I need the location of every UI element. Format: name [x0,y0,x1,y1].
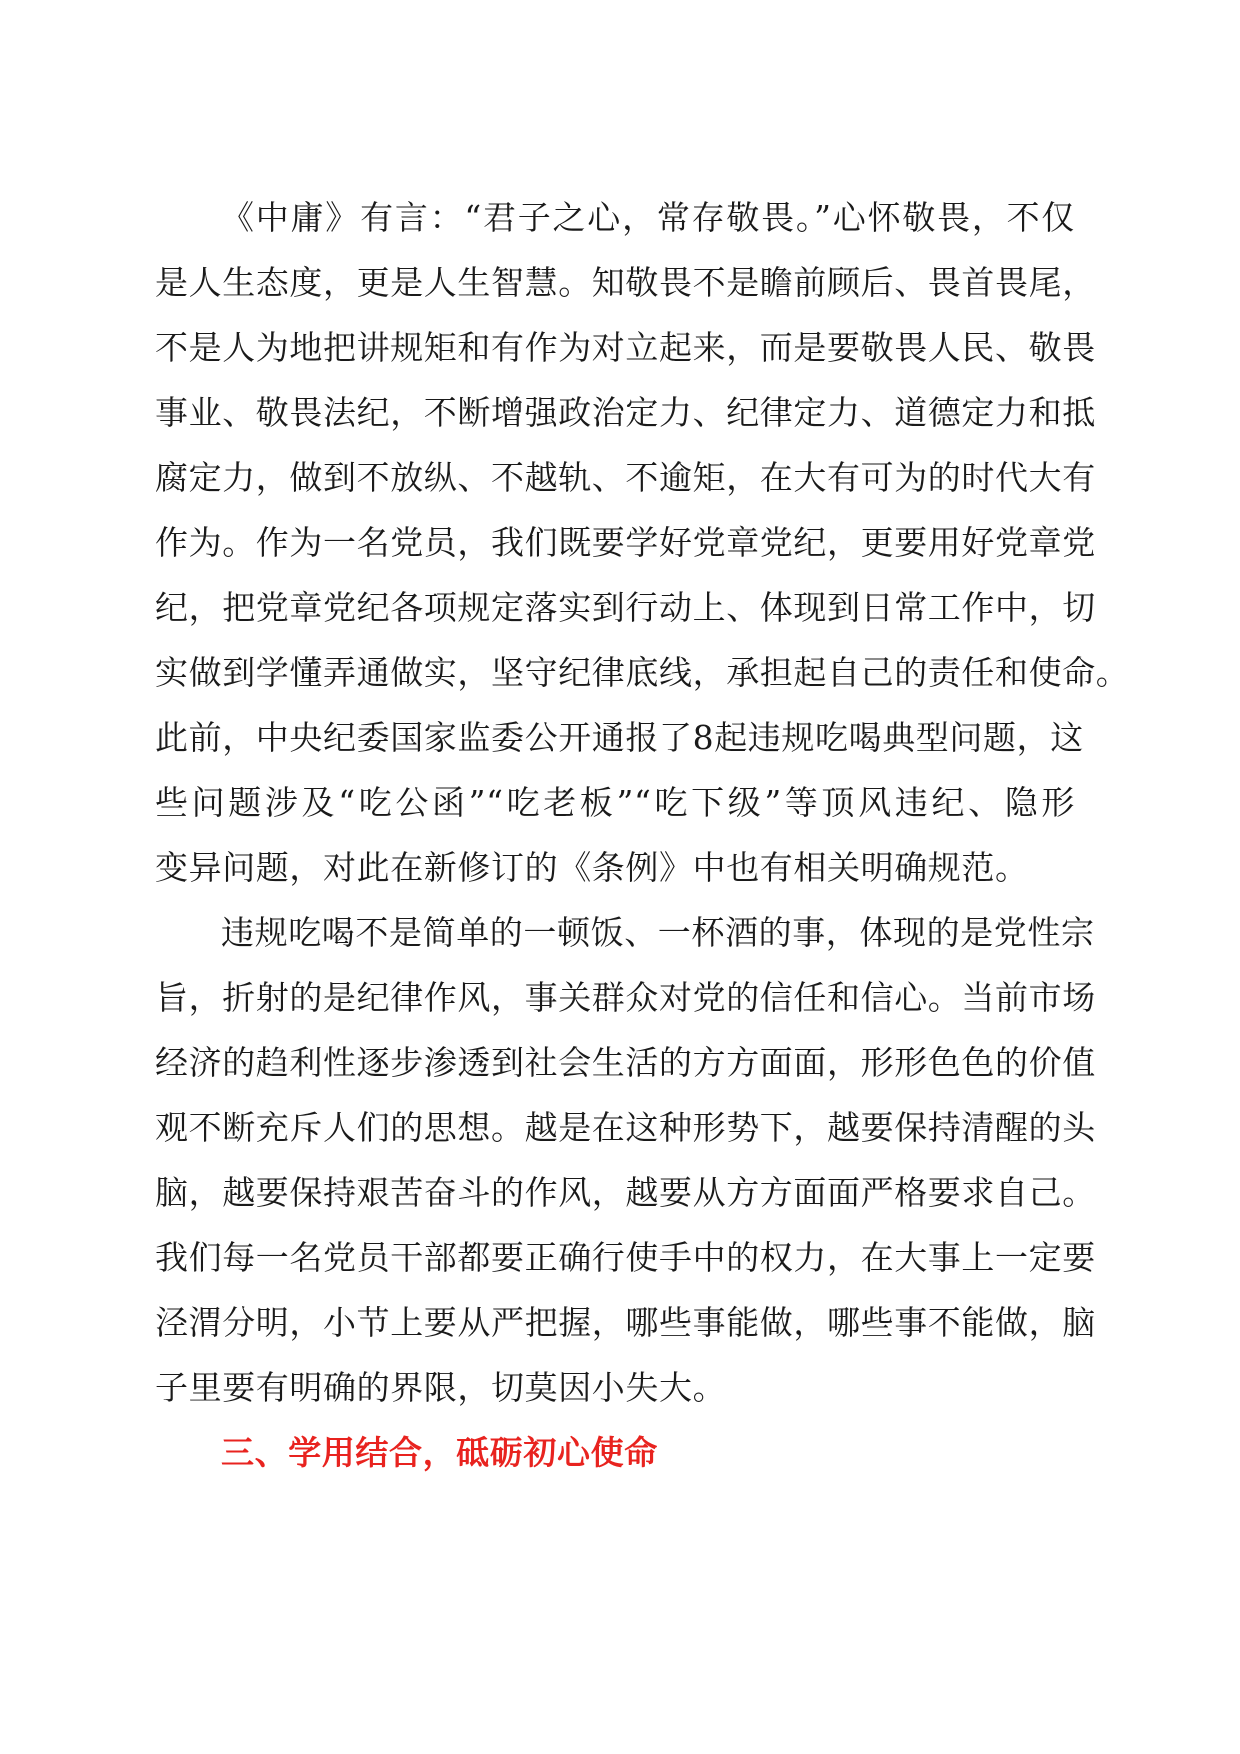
text-line: 此前，中央纪委国家监委公开通报了8起违规吃喝典型问题，这 [155,718,1084,757]
text-line: 是人生态度，更是人生智慧。知敬畏不是瞻前顾后、畏首畏尾， [155,263,1096,302]
paragraph-1 [155,185,1130,900]
text-line: 违规吃喝不是简单的一顿饭、一杯酒的事，体现的是党性宗 [221,913,1095,952]
text-line: 腐定力，做到不放纵、不越轨、不逾矩，在大有可为的时代大有 [155,458,1096,497]
text-line: 不是人为地把讲规矩和有作为对立起来，而是要敬畏人民、敬畏 [155,328,1096,367]
text-line: 些问题涉及“吃公函”“吃老板”“吃下级”等顶风违纪、隐形 [155,783,1075,822]
text-line: 纪，把党章党纪各项规定落实到行动上、体现到日常工作中，切 [155,588,1096,627]
text-line: 脑，越要保持艰苦奋斗的作风，越要从方方面面严格要求自己。 [155,1173,1096,1212]
text-line: 实做到学懂弄通做实，坚守纪律底线，承担起自己的责任和使命。 [155,653,1130,692]
text-line: 旨，折射的是纪律作风，事关群众对党的信任和信心。当前市场 [155,978,1096,1017]
text-line: 作为。作为一名党员，我们既要学好党章党纪，更要用好党章党 [155,523,1096,562]
text-line: 事业、敬畏法纪，不断增强政治定力、纪律定力、道德定力和抵 [155,393,1096,432]
text-line: 观不断充斥人们的思想。越是在这种形势下，越要保持清醒的头 [155,1108,1096,1147]
text-line: 泾渭分明，小节上要从严把握，哪些事能做，哪些事不能做，脑 [155,1303,1096,1342]
document-body [155,185,1130,1485]
text-line: 《中庸》有言：“君子之心，常存敬畏。”心怀敬畏，不仅 [221,198,1075,237]
text-line: 变异问题，对此在新修订的《条例》中也有相关明确规范。 [155,848,1029,887]
text-line: 经济的趋利性逐步渗透到社会生活的方方面面，形形色色的价值 [155,1043,1096,1082]
section-heading: 三、学用结合，砥砺初心使命 [221,1433,658,1472]
text-line: 我们每一名党员干部都要正确行使手中的权力，在大事上一定要 [155,1238,1096,1277]
text-line: 子里要有明确的界限，切莫因小失大。 [155,1368,727,1407]
paragraph-2 [155,900,1096,1420]
